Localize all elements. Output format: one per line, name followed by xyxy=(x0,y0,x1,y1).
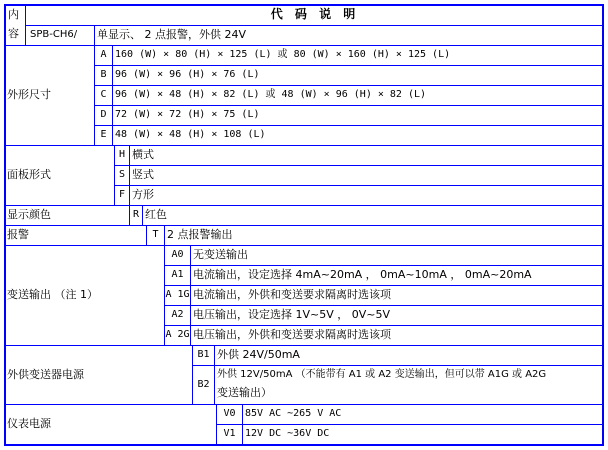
col-divider xyxy=(190,245,191,346)
table-title: 代 码 说 明 xyxy=(270,7,360,21)
meter-power-code-v0: V0 xyxy=(223,408,236,419)
row-divider xyxy=(114,165,604,166)
meter-power-label: 仪表电源 xyxy=(7,417,51,430)
panel-code-s: S xyxy=(118,169,126,180)
row-divider xyxy=(114,185,604,186)
transmit-code-a0: A0 xyxy=(171,249,184,260)
ext-power-desc-b2-line1: 外供 12V/50mA （不能带有 A1 或 A2 变送输出，但可以带 A1G 或 A2G xyxy=(217,369,547,380)
content-label-top: 内 xyxy=(8,8,19,21)
ext-power-desc-b1: 外供 24V/50mA xyxy=(217,348,300,361)
transmit-label: 变送输出 （注 1） xyxy=(7,288,98,301)
meter-power-desc-v1: 12V DC ~36V DC xyxy=(245,428,330,439)
row-divider xyxy=(4,205,604,206)
model-description: 单显示、 2 点报警，外供 24V xyxy=(97,28,247,41)
col-divider xyxy=(242,404,243,445)
size-label: 外形尺寸 xyxy=(7,88,51,101)
meter-power-desc-v0: 85V AC ~265 V AC xyxy=(245,408,342,419)
meter-power-code-v1: V1 xyxy=(223,428,236,439)
col-divider xyxy=(129,145,130,206)
transmit-code-a2g: A 2G xyxy=(165,329,190,340)
row-divider xyxy=(192,365,604,366)
transmit-desc-a2g: 电压输出，外供和变送要求隔离时选该项 xyxy=(193,328,391,341)
row-divider xyxy=(164,325,604,326)
panel-code-f: F xyxy=(118,189,126,200)
size-desc-c: 96 (W) × 48 (H) × 82 (L) 或 48 (W) × 96 (H) × 82 (L) xyxy=(115,89,427,100)
size-desc-d: 72 (W) × 72 (H) × 75 (L) xyxy=(115,109,260,120)
row-divider xyxy=(25,25,604,26)
row-divider xyxy=(4,225,604,226)
row-divider xyxy=(164,305,604,306)
content-label-bottom: 容 xyxy=(8,27,19,40)
row-divider xyxy=(4,345,604,346)
transmit-desc-a1: 电流输出，设定选择 4mA~20mA ， 0mA~10mA ， 0mA~20mA xyxy=(193,268,532,281)
display-color-desc: 红色 xyxy=(145,208,167,221)
size-code-a: A xyxy=(100,49,107,60)
size-desc-a: 160 (W) × 80 (H) × 125 (L) 或 80 (W) × 160 (H) × 125 (L) xyxy=(115,49,451,60)
row-divider xyxy=(164,265,604,266)
size-code-d: D xyxy=(100,109,107,120)
table-border-top xyxy=(4,4,604,6)
size-code-b: B xyxy=(100,69,107,80)
panel-code-h: H xyxy=(118,149,126,160)
display-color-label: 显示颜色 xyxy=(7,208,51,221)
panel-desc-h: 横式 xyxy=(132,148,154,161)
row-divider xyxy=(4,245,604,246)
col-divider xyxy=(142,205,143,226)
row-divider xyxy=(164,285,604,286)
table-border-bottom xyxy=(4,444,604,446)
ext-power-desc-b2-line2: 变送输出） xyxy=(217,386,272,399)
transmit-desc-a1g: 电流输出，外供和变送要求隔离时选该项 xyxy=(193,288,391,301)
size-desc-b: 96 (W) × 96 (H) × 76 (L) xyxy=(115,69,260,80)
size-code-c: C xyxy=(100,89,107,100)
transmit-code-a2: A2 xyxy=(171,309,184,320)
panel-desc-f: 方形 xyxy=(132,188,154,201)
model-code: SPB-CH6/ xyxy=(30,29,78,40)
row-divider xyxy=(94,105,604,106)
alarm-code: T xyxy=(152,229,159,240)
row-divider xyxy=(94,85,604,86)
display-color-code: R xyxy=(132,209,140,220)
col-divider xyxy=(214,345,215,405)
panel-label: 面板形式 xyxy=(7,168,51,181)
transmit-code-a1: A1 xyxy=(171,269,184,280)
transmit-code-a1g: A 1G xyxy=(165,289,190,300)
row-divider xyxy=(4,404,604,405)
panel-desc-s: 竖式 xyxy=(132,168,154,181)
ext-power-label: 外供变送器电源 xyxy=(7,368,84,381)
row-divider xyxy=(94,65,604,66)
size-code-e: E xyxy=(100,129,107,140)
ext-power-code-b2: B2 xyxy=(197,379,210,390)
size-desc-e: 48 (W) × 48 (H) × 108 (L) xyxy=(115,129,266,140)
alarm-label: 报警 xyxy=(7,228,29,241)
transmit-desc-a2: 电压输出，设定选择 1V~5V ， 0V~5V xyxy=(193,308,391,321)
col-divider xyxy=(112,45,113,146)
row-divider xyxy=(216,424,604,425)
transmit-desc-a0: 无变送输出 xyxy=(193,248,248,261)
row-divider xyxy=(94,125,604,126)
ext-power-code-b1: B1 xyxy=(197,349,210,360)
alarm-desc: 2 点报警输出 xyxy=(167,228,233,241)
